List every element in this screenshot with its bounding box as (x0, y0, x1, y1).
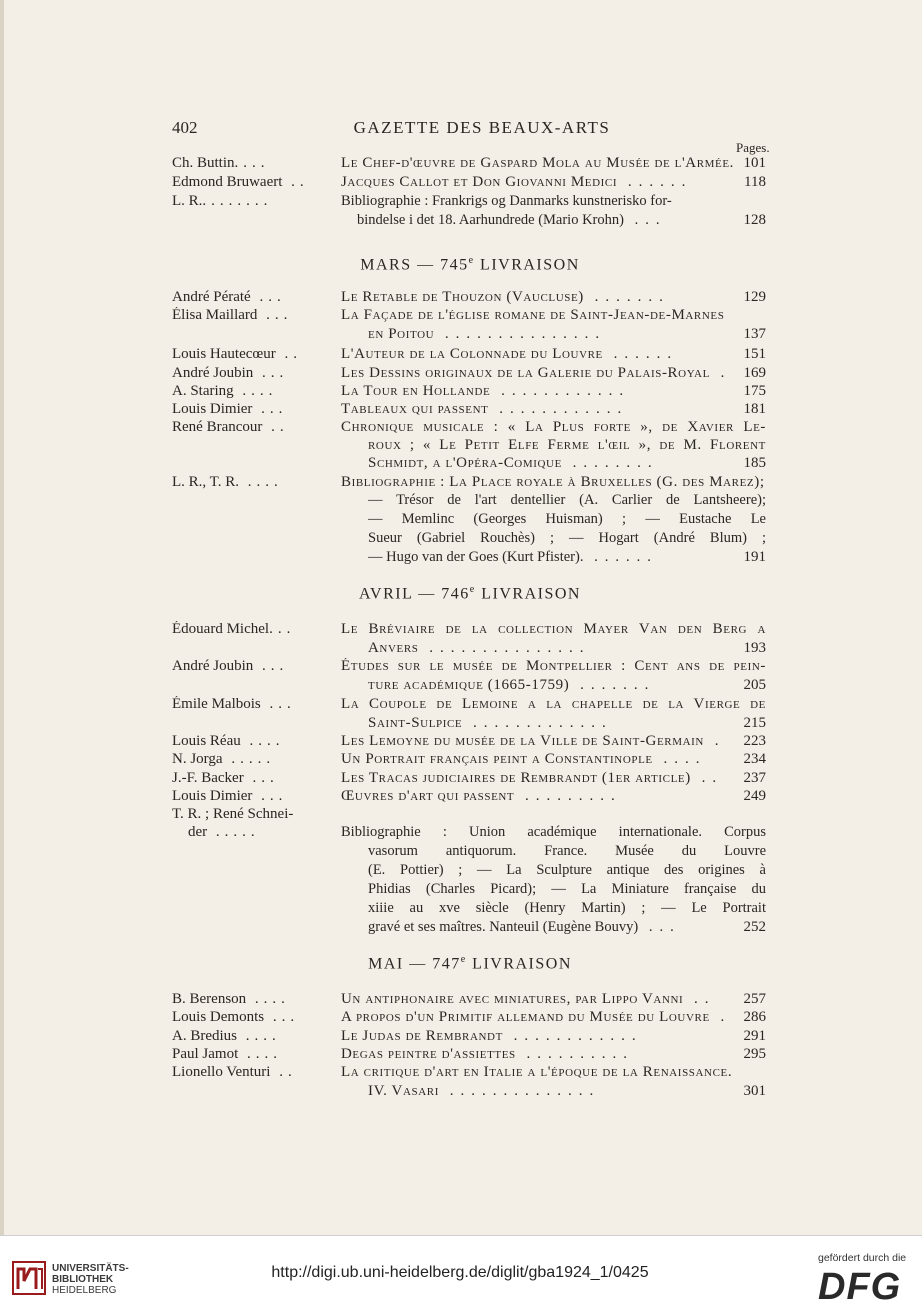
section-heading-avril: AVRIL — 746e LIVRAISON (359, 584, 581, 603)
article-title: Les Tracas judiciaires de Rembrandt (1er article) .. (341, 770, 724, 786)
page-ref: 301 (743, 1083, 766, 1099)
article-title: Bibliographie : La Place royale à Bruxelles (G. des Marez); (341, 474, 765, 490)
page-ref: 223 (743, 733, 766, 749)
page-edge (0, 0, 4, 1235)
article-title: en Poitou ............... (368, 326, 607, 342)
article-title: Un Portrait français peint a Constantinople .... (341, 751, 707, 767)
author: L. R., T. R. .... (172, 474, 283, 490)
author: André Pératé ... (172, 289, 286, 305)
journal-title: GAZETTE DES BEAUX-ARTS (353, 118, 611, 137)
author: Louis Dimier ... (172, 788, 288, 804)
page-ref: 169 (743, 365, 766, 381)
running-head (172, 118, 762, 144)
author: L. R......... (172, 193, 273, 209)
article-title: bindelse i det 18. Aarhundrede (Mario Krohn) ... (357, 212, 667, 228)
article-title: Tableaux qui passent ............ (341, 401, 629, 417)
page-number: 402 (172, 118, 198, 137)
author: Edmond Bruwaert .. (172, 174, 309, 190)
article-title: Bibliographie : Union académique internationale. Corpus (341, 824, 766, 840)
article-title: Anvers ............... (368, 640, 591, 656)
page-ref: 137 (743, 326, 766, 342)
article-title: Schmidt, a l'Opéra-Comique ........ (368, 455, 659, 471)
author: B. Berenson .... (172, 991, 290, 1007)
page-ref: 205 (743, 677, 766, 693)
dfg-logo: DFG (818, 1266, 902, 1308)
page-ref: 129 (743, 289, 766, 305)
page-ref: 252 (743, 919, 766, 935)
pages-label: Pages. (736, 140, 770, 155)
author: Louis Hautecœur .. (172, 346, 302, 362)
page-ref: 295 (743, 1046, 766, 1062)
author-continued: der ..... (188, 824, 260, 840)
author: A. Bredius .... (172, 1028, 281, 1044)
article-title: — Memlinc (Georges Huisman) ; — Eustache Le (368, 511, 766, 527)
page-ref: 291 (743, 1028, 766, 1044)
article-title: L'Auteur de la Colonnade du Louvre ...... (341, 346, 679, 362)
funder-label: gefördert durch die (818, 1252, 907, 1264)
article-title: Phidias (Charles Picard); — La Miniature française du (368, 881, 766, 897)
author: André Joubin ... (172, 365, 289, 381)
author: André Joubin ... (172, 658, 289, 674)
article-title: A propos d'un Primitif allemand du Musée du Louvre . (341, 1009, 732, 1025)
author: Louis Demonts ... (172, 1009, 300, 1025)
article-title: Études sur le musée de Montpellier : Cent ans de pein- (341, 658, 766, 674)
page-ref: 185 (743, 455, 766, 471)
article-title: La Coupole de Lemoine a la chapelle de la Vierge de (341, 696, 766, 712)
article-title: (E. Pottier) ; — La Sculpture antique des origines à (368, 862, 766, 878)
author: Louis Dimier ... (172, 401, 288, 417)
author: J.-F. Backer ... (172, 770, 279, 786)
author: T. R. ; René Schnei- (172, 806, 294, 822)
article-title: Le Chef-d'œuvre de Gaspard Mola au Musée de l'Armée. (341, 155, 735, 171)
article-title: Le Bréviaire de la collection Mayer Van den Berg a (341, 621, 766, 637)
article-title: ture académique (1665-1759) ....... (368, 677, 656, 693)
university-library-logo (12, 1261, 46, 1295)
article-title: La Façade de l'église romane de Saint-Jean-de-Marnes (341, 307, 725, 323)
author: Émile Malbois ... (172, 696, 296, 712)
article-title: La Tour en Hollande ............ (341, 383, 631, 399)
article-title: Le Retable de Thouzon (Vaucluse) ....... (341, 289, 670, 305)
section-heading-mars: MARS — 745e LIVRAISON (360, 255, 580, 274)
author: Élisa Maillard ... (172, 307, 293, 323)
page-ref: 215 (743, 715, 766, 731)
page-ref: 237 (743, 770, 766, 786)
page-ref: 193 (743, 640, 766, 656)
article-title: IV. Vasari .............. (368, 1083, 601, 1099)
article-title: Le Judas de Rembrandt ............ (341, 1028, 643, 1044)
author: René Brancour .. (172, 419, 289, 435)
author: Édouard Michel... (172, 621, 296, 637)
article-title: Degas peintre d'assiettes .......... (341, 1046, 635, 1062)
page-ref: 151 (743, 346, 766, 362)
article-title: La critique d'art en Italie a l'époque de la Renaissance. (341, 1064, 733, 1080)
page-ref: 181 (743, 401, 766, 417)
page-ref: 257 (743, 991, 766, 1007)
author: N. Jorga ..... (172, 751, 276, 767)
page-ref: 101 (743, 155, 766, 171)
viewer-footer (0, 1235, 922, 1313)
section-heading-mai: MAI — 747e LIVRAISON (368, 954, 572, 973)
page-ref: 118 (744, 174, 766, 190)
article-title: Un antiphonaire avec miniatures, par Lippo Vanni .. (341, 991, 716, 1007)
article-title: Saint-Sulpice ............. (368, 715, 613, 731)
page-ref: 234 (743, 751, 766, 767)
article-title: Œuvres d'art qui passent ......... (341, 788, 622, 804)
article-title: Chronique musicale : « La Plus forte », de Xavier Le- (341, 419, 766, 435)
author: Lionello Venturi .. (172, 1064, 297, 1080)
author: A. Staring .... (172, 383, 278, 399)
article-title: — Trésor de l'art dentellier (A. Carlier de Lantsheere); (368, 492, 766, 508)
article-title: vasorum antiquorum. France. Musée du Louvre (368, 843, 766, 859)
page-ref: 191 (743, 549, 766, 565)
author: Louis Réau .... (172, 733, 285, 749)
article-title: Bibliographie : Frankrigs og Danmarks kunstnerisko for- (341, 193, 672, 209)
permalink-url[interactable]: http://digi.ub.uni-heidelberg.de/diglit/gba1924_1/0425 (271, 1264, 649, 1281)
page-ref: 286 (743, 1009, 766, 1025)
page-ref: 128 (743, 212, 766, 228)
author: Paul Jamot .... (172, 1046, 282, 1062)
article-title: gravé et ses maîtres. Nanteuil (Eugène Bouvy) ... (368, 919, 681, 935)
article-title: — Hugo van der Goes (Kurt Pfister). ...... (368, 549, 658, 565)
page-ref: 175 (743, 383, 766, 399)
article-title: roux ; « Le Petit Elfe Ferme l'œil », de M. Florent (368, 437, 766, 453)
article-title: Sueur (Gabriel Rouchès) ; — Hogart (André Blum) ; (368, 530, 766, 546)
article-title: xiiie au xve siècle (Henry Martin) ; — Le Portrait (368, 900, 766, 916)
article-title: Les Lemoyne du musée de la Ville de Saint-Germain . (341, 733, 726, 749)
library-name: UNIVERSITÄTS- BIBLIOTHEK HEIDELBERG (52, 1263, 129, 1296)
article-title: Jacques Callot et Don Giovanni Medici ...... (341, 174, 693, 190)
page-ref: 249 (743, 788, 766, 804)
author: Ch. Buttin.... (172, 155, 270, 171)
article-title: Les Dessins originaux de la Galerie du Palais-Royal . (341, 365, 732, 381)
